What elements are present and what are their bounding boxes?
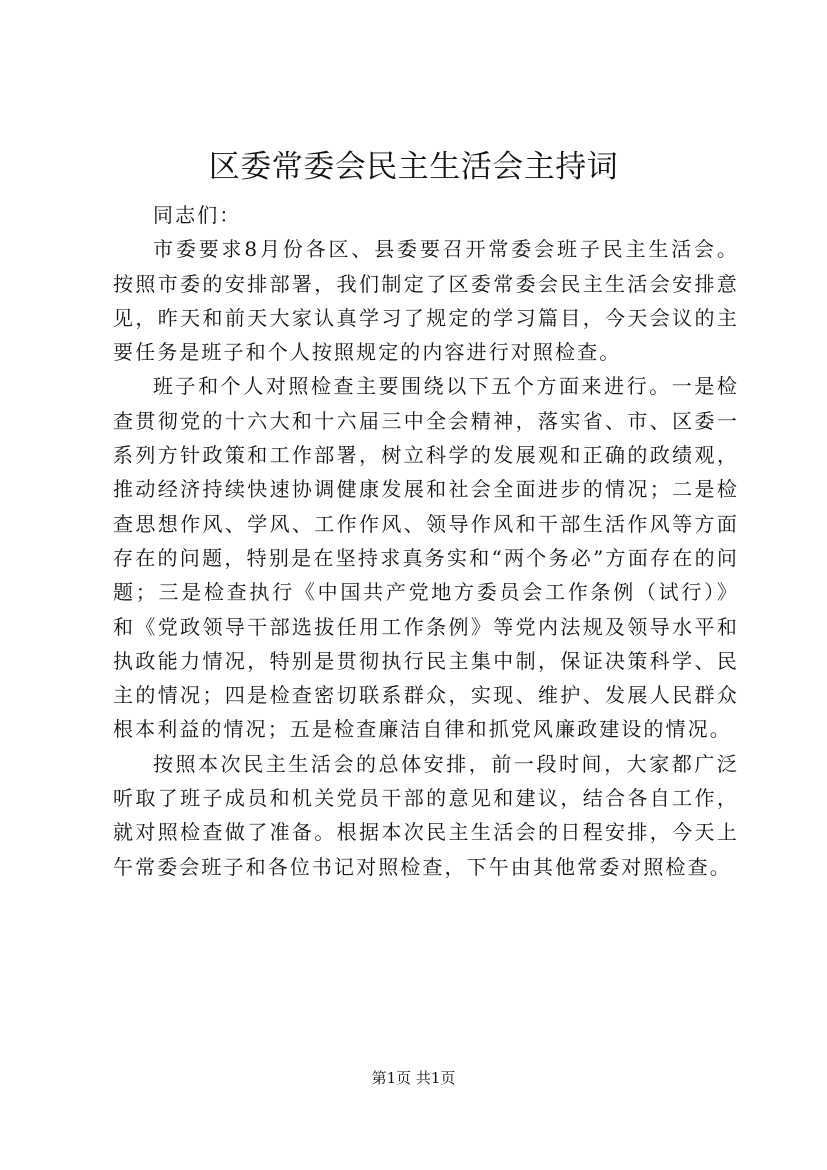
page-footer: 第1页 共1页 xyxy=(371,1069,456,1087)
paragraph-2: 班子和个人对照检查主要围绕以下五个方面来进行。一是检查贯彻党的十六大和十六届三中全会精神，落实省、市、区委一系列方针政策和工作部署，树立科学的发展观和正确的政绩观，推动经济持续快速协调健康发展和社会全面进步的情况；二是检查思想作风、学风、工作作风、领导作风和干部生活作风等方面存在的问题，特别是在坚持求真务实和“两个务必”方面存在的问题；三是检查执行《中国共产党地方委员会工作条例（试行）》和《党政领导干部选拔任用工作条例》等党内法规及领导水平和执政能力情况，特别是贯彻执行民主集中制，保证决策科学、民主的情况；四是检查密切联系群众，实现、维护、发展人民群众根本利益的情况；五是检查廉洁自律和抓党风廉政建设的情况。 xyxy=(113,374,739,742)
salutation: 同志们： xyxy=(153,203,242,227)
document-body xyxy=(113,198,739,884)
paragraph-3: 按照本次民主生活会的总体安排，前一段时间，大家都广泛听取了班子成员和机关党员干部的意见和建议，结合各自工作，就对照检查做了准备。根据本次民主生活会的日程安排，今天上午常委会班子和各位书记对照检查，下午由其他常委对照检查。 xyxy=(113,751,739,879)
document-title: 区委常委会民主生活会主持词 xyxy=(208,149,619,185)
paragraph-1: 市委要求8月份各区、县委要召开常委会班子民主生活会。按照市委的安排部署，我们制定了区委常委会民主生活会安排意见，昨天和前天大家认真学习了规定的学习篇目，今天会议的主要任务是班子和个人按照规定的内容进行对照检查。 xyxy=(113,237,739,365)
